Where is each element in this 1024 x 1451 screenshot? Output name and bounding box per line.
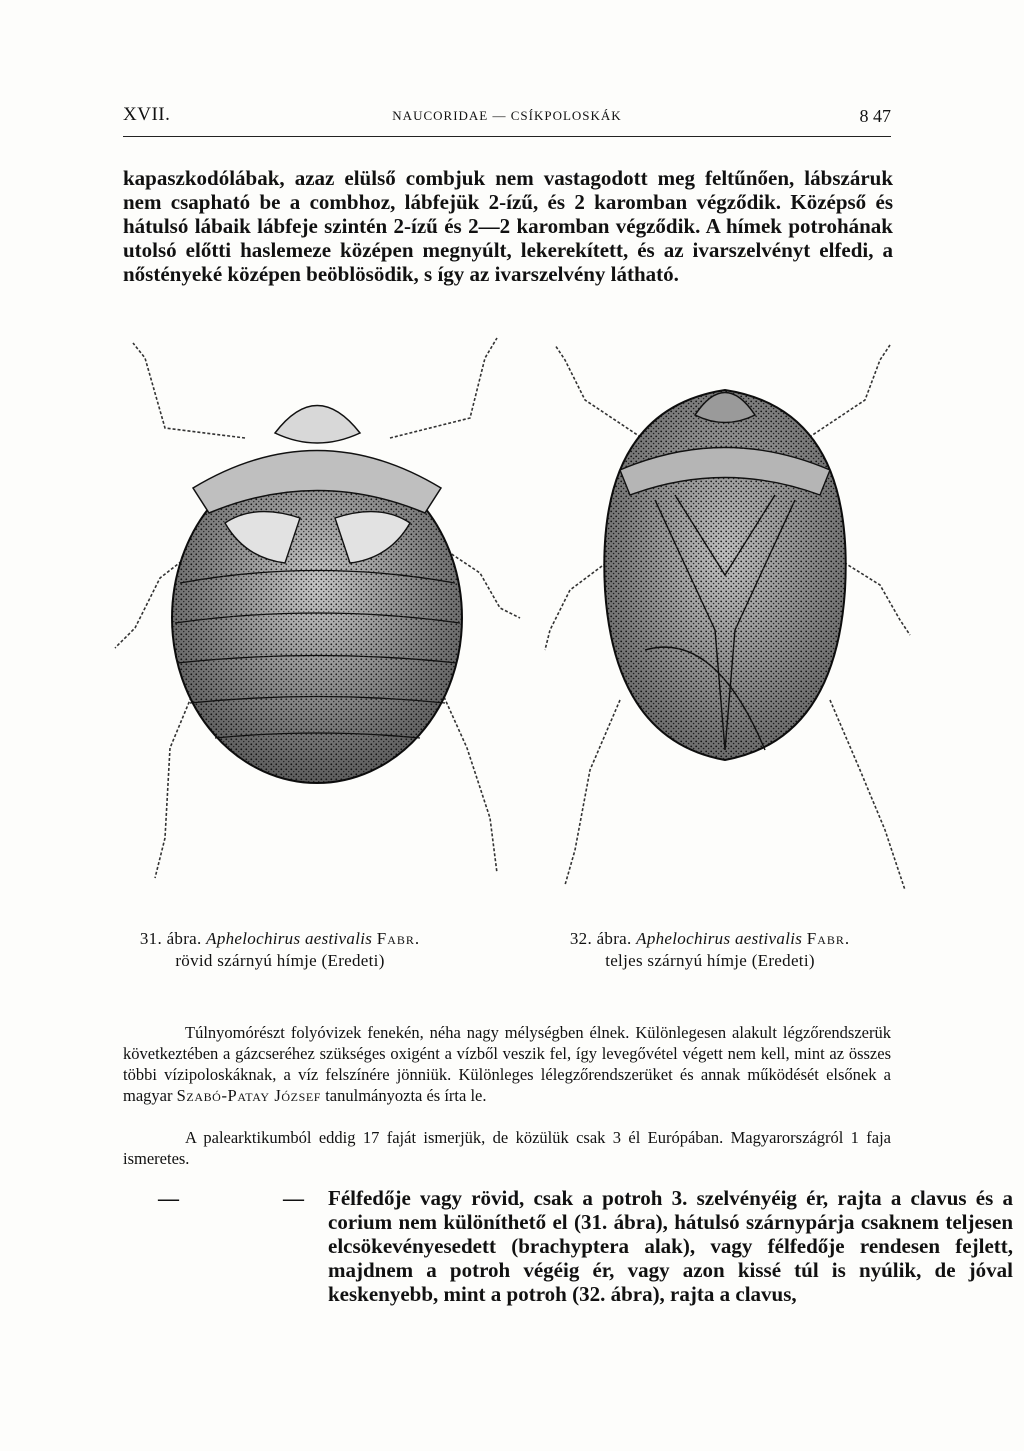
figure-31-caption — [100, 928, 460, 972]
figure-32-subtitle: teljes szárnyú hímje (Eredeti) — [605, 951, 815, 970]
header-rule — [123, 136, 891, 137]
figure-32-caption — [530, 928, 890, 972]
key-dash-1: — — [158, 1186, 179, 1210]
page-number: 8 47 — [859, 106, 891, 126]
chapter-number: XVII. — [123, 104, 171, 125]
figure-31-species: Aphelochirus aestivalis — [206, 929, 373, 948]
short-winged-bug-drawing — [105, 318, 535, 903]
chapter-title: NAUCORIDAE — CSÍKPOLOSKÁK — [392, 108, 622, 123]
body-paragraph-species-count: A palearktikumból eddig 17 faját ismerjük, de közülük csak 3 él Európában. Magyarországról 1 faja ismeretes. — [123, 1128, 891, 1168]
intro-paragraph: kapaszkodólábak, azaz elülső combjuk nem vastagodott meg feltűnően, lábszáruk nem csapható be a combhoz, lábfejük 2-ízű, és 2 karomban végződik. Középső és hátulsó lábaik lábfeje szintén 2-ízű és 2—2 karomban végződik. A hímek potrohának utolsó előtti haslemeze középen megnyúlt, lekerekített, és az ivarszelvényt elfedi, a nőstényeké középen beöblösödik, s így az ivarszelvény látható. — [123, 166, 893, 286]
figure-31-illustration — [105, 318, 535, 903]
figure-31-subtitle: rövid szárnyú hímje (Eredeti) — [175, 951, 385, 970]
habitat-text-end: tanulmányozta és írta le. — [325, 1086, 487, 1105]
figure-32-species: Aphelochirus aestivalis — [636, 929, 803, 948]
body-paragraph-habitat — [123, 1022, 891, 1106]
figure-32-illustration — [535, 330, 925, 905]
figure-32-author: Fabr. — [806, 929, 851, 948]
running-header — [123, 104, 891, 138]
key-text: Félfedője vagy rövid, csak a potroh 3. szelvényéig ér, rajta a clavus és a corium nem különíthető el (31. ábra), hátulsó szárnypárja csaknem teljesen elcsökevényesedett (brachyptera alak), vagy félfedője rendesen fejlett, majdnem a potroh végéig ér, vagy azon kissé túl is nyúlik, de jóval keskenyebb, mint a potroh (32. ábra), rajta a clavus, — [328, 1186, 1013, 1306]
figure-31-number: 31. ábra. — [139, 929, 202, 948]
full-winged-bug-drawing — [535, 330, 925, 905]
key-dash-2: — — [283, 1186, 304, 1210]
researcher-name: Szabó-Patay József — [176, 1086, 322, 1105]
figure-31-author: Fabr. — [376, 929, 421, 948]
figure-32-number: 32. ábra. — [569, 929, 632, 948]
habitat-text: Túlnyomórészt folyóvizek fenekén, néha nagy mélységben élnek. Különlegesen alakult légzőrendszerük következtében a gázcseréhez szükséges oxigént a vízből veszik fel, így levegővétel végett nem kell, mint az összes többi vízipoloskáknak, a víz felszínére jönniük. Különleges lélegzőrendszerüket és annak működését elsőnek a magyar — [123, 1023, 891, 1105]
